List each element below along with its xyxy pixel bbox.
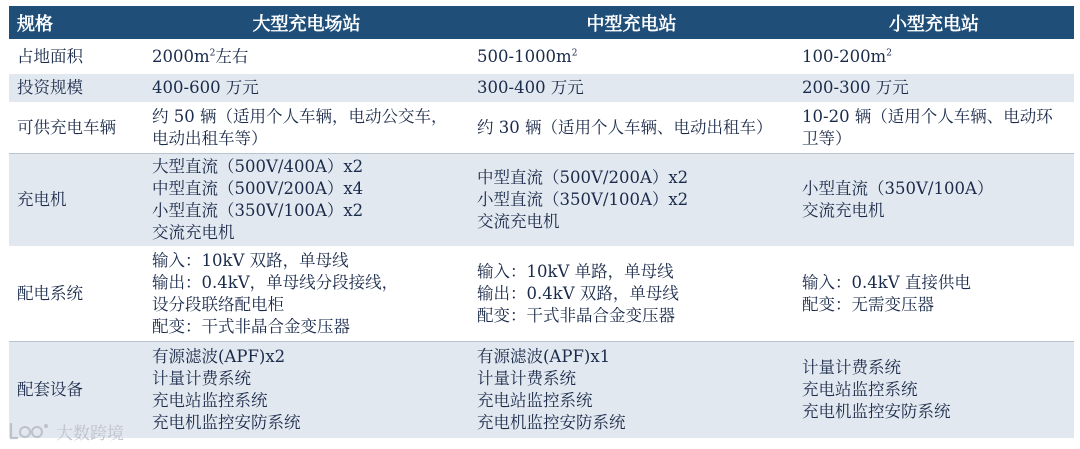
list-item: 设分段联络配电柜 bbox=[152, 295, 284, 315]
list-item: 小型直流（350V/100A） bbox=[802, 178, 994, 198]
row-label: 占地面积 bbox=[9, 40, 144, 73]
cell-equipment-medium bbox=[469, 341, 794, 439]
list-item: 有源滤波(APF)x1 bbox=[477, 346, 611, 366]
header-spec: 规格 bbox=[9, 6, 144, 40]
row-equipment bbox=[9, 341, 1074, 439]
row-label: 投资规模 bbox=[9, 73, 144, 103]
list-item: 输入：0.4kV 直接供电 bbox=[802, 273, 971, 293]
header-row bbox=[9, 6, 1074, 40]
list-item: 配变：干式非晶合金变压器 bbox=[477, 306, 675, 326]
list-item: 中型直流（500V/200A）x4 bbox=[152, 178, 364, 198]
list-item: 输入：10kV 双路，单母线 bbox=[152, 251, 349, 271]
list-item: 充电站监控系统 bbox=[477, 390, 593, 410]
list-item: 交流充电机 bbox=[152, 222, 235, 242]
row-vehicles bbox=[9, 103, 1074, 153]
list-item: 计量计费系统 bbox=[802, 357, 901, 377]
cell-equipment-large bbox=[144, 341, 469, 439]
cell-vehicles-medium: 约 30 辆（适用个人车辆、电动出租车） bbox=[469, 103, 794, 153]
row-label: 充电机 bbox=[9, 153, 144, 247]
row-label: 可供充电车辆 bbox=[9, 103, 144, 153]
cell-distribution-small bbox=[794, 247, 1074, 341]
cell-area-small: $100-200m^2$ bbox=[794, 40, 1074, 73]
cell-investment-medium: 300-400 万元 bbox=[469, 73, 794, 103]
list-item: 计量计费系统 bbox=[152, 368, 251, 388]
row-area bbox=[9, 40, 1074, 73]
list-item: 交流充电机 bbox=[802, 200, 885, 220]
list-item: 配变：干式非晶合金变压器 bbox=[152, 317, 350, 337]
list-item: 充电站监控系统 bbox=[152, 390, 268, 410]
cell-investment-large: 400-600 万元 bbox=[144, 73, 469, 103]
cell-equipment-small bbox=[794, 341, 1074, 439]
row-chargers bbox=[9, 153, 1074, 247]
cell-investment-small: 200-300 万元 bbox=[794, 73, 1074, 103]
list-item: 输入：10kV 单路，单母线 bbox=[477, 262, 674, 282]
header-medium: 中型充电站 bbox=[469, 6, 794, 40]
row-investment bbox=[9, 73, 1074, 103]
list-item: 输出：0.4kV 双路，单母线 bbox=[477, 284, 679, 304]
cell-vehicles-small: 10-20 辆（适用个人车辆、电动环卫等） bbox=[794, 103, 1074, 153]
list-item: 输出：0.4kV，单母线分段接线， bbox=[152, 273, 399, 293]
station-spec-table bbox=[9, 6, 1074, 440]
list-item: 小型直流（350V/100A）x2 bbox=[477, 189, 689, 209]
watermark-text: 大数跨境 bbox=[56, 423, 124, 444]
row-distribution bbox=[9, 247, 1074, 341]
list-item: 配变：无需变压器 bbox=[802, 295, 934, 315]
list-item: 充电机监控安防系统 bbox=[152, 412, 301, 432]
list-item: 充电机监控安防系统 bbox=[477, 412, 626, 432]
row-label: 配电系统 bbox=[9, 247, 144, 341]
header-small: 小型充电站 bbox=[794, 6, 1074, 40]
list-item: 大型直流（500V/400A）x2 bbox=[152, 156, 364, 176]
cell-area-large: $2000m^2$左右 bbox=[144, 40, 469, 73]
cell-area-medium: $500-1000m^2$ bbox=[469, 40, 794, 73]
cell-distribution-medium bbox=[469, 247, 794, 341]
list-item: 充电机监控安防系统 bbox=[802, 401, 951, 421]
list-item: 有源滤波(APF)x2 bbox=[152, 346, 286, 366]
cell-distribution-large bbox=[144, 247, 469, 341]
list-item: 充电站监控系统 bbox=[802, 379, 918, 399]
cell-vehicles-large: 约 50 辆（适用个人车辆，电动公交车，电动出租车等） bbox=[144, 103, 469, 153]
list-item: 小型直流（350V/100A）x2 bbox=[152, 200, 364, 220]
list-item: 交流充电机 bbox=[477, 211, 560, 231]
cell-chargers-small bbox=[794, 153, 1074, 247]
list-item: 计量计费系统 bbox=[477, 368, 576, 388]
header-large: 大型充电场站 bbox=[144, 6, 469, 40]
cell-chargers-medium bbox=[469, 153, 794, 247]
cell-chargers-large bbox=[144, 153, 469, 247]
row-label: 配套设备 bbox=[9, 341, 144, 439]
list-item: 中型直流（500V/200A）x2 bbox=[477, 167, 689, 187]
